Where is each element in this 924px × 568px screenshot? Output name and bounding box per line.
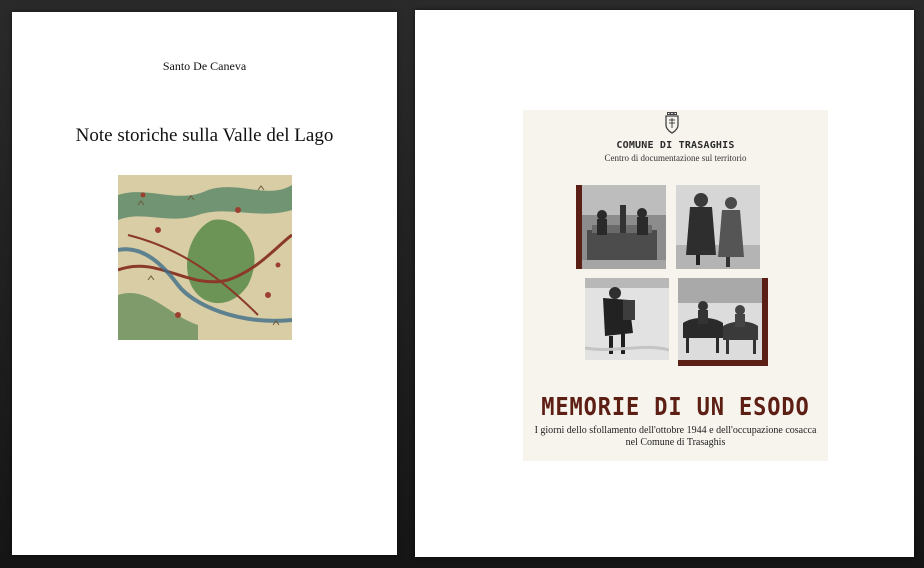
photo-cossack-cavalry: [678, 278, 762, 360]
book-cover-memorie-di-un-esodo[interactable]: [415, 10, 914, 557]
book-author: Santo De Caneva: [162, 59, 247, 73]
cover-subtitle-line-1: I giorni dello sfollamento dell'ottobre 1944 e dell'occupazione cosacca: [534, 425, 817, 436]
coat-of-arms-icon: [664, 112, 680, 134]
institution-name: COMUNE DI TRASAGHIS: [616, 140, 735, 151]
photo-women-walking: [676, 185, 760, 269]
accent-bar-bottom: [678, 360, 768, 366]
cover-subtitle: [523, 425, 828, 449]
book-cover-note-storiche[interactable]: [12, 12, 397, 555]
photo-fountain: [582, 185, 666, 269]
old-map-image: [118, 175, 292, 340]
cover-main-title: MEMORIE DI UN ESODO: [541, 392, 810, 421]
cover-panel: [523, 110, 828, 461]
cover-subtitle-line-2: nel Comune di Trasaghis: [625, 437, 726, 448]
book-title: Note storiche sulla Valle del Lago: [75, 125, 334, 146]
accent-bar-right: [762, 278, 768, 366]
photo-woman-snow: [585, 278, 669, 360]
institution-subtitle: Centro di documentazione sul territorio: [604, 153, 747, 163]
